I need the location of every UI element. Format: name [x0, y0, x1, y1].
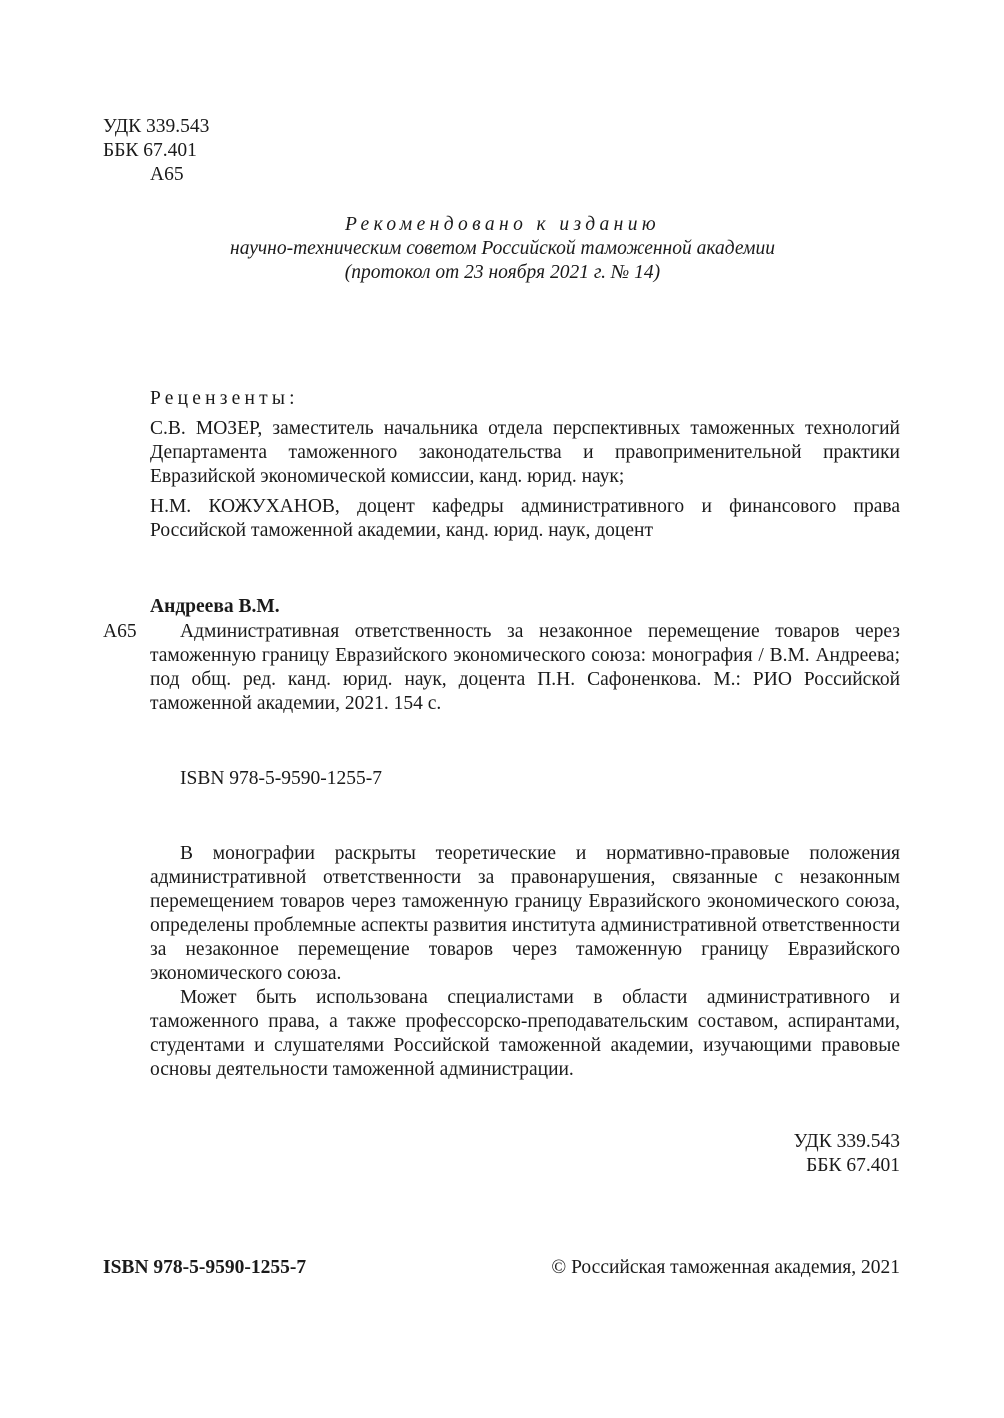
footer-isbn: ISBN 978-5-9590-1255-7	[103, 1257, 307, 1278]
reviewers-block	[150, 387, 900, 543]
recommendation-block	[150, 213, 855, 285]
udk-code: УДК 339.543	[103, 116, 210, 137]
footer-copyright: © Российская таможенная академия, 2021	[551, 1257, 900, 1278]
bbk-code-bottom: ББК 67.401	[806, 1155, 900, 1176]
reviewers-heading: Рецензенты:	[150, 388, 299, 409]
abstract-paragraph: Может быть использована специалистами в области административного и таможенного права, а также профессорско-преподавательским составом, аспирантами, студентами и слушателями Российской таможенной академии, изучающими правовые основы деятельности таможенной администрации.	[150, 987, 900, 1080]
bibliographic-code: А65	[103, 621, 137, 642]
reviewer-item: С.В. МОЗЕР, заместитель начальника отдела перспективных таможенных технологий Департамента таможенного законодательства и правоприменительной практики Евразийской экономической комиссии, канд. юрид. наук;	[150, 418, 900, 487]
bibliographic-description: Административная ответственность за незаконное перемещение товаров через таможенную границу Евразийского экономического союза: монография / В.М. Андреева; под общ. ред. канд. юрид. наук, доцента П.Н. Сафоненкова. М.: РИО Российской таможенной академии, 2021. 154 с.	[150, 621, 900, 714]
bbk-code: ББК 67.401	[103, 140, 197, 161]
author-mark: А65	[150, 164, 184, 185]
isbn-entry: ISBN 978-5-9590-1255-7	[180, 768, 383, 789]
classification-block	[103, 115, 209, 187]
abstract-block	[150, 842, 900, 1082]
udk-code-bottom: УДК 339.543	[793, 1131, 900, 1152]
abstract-paragraph: В монографии раскрыты теоретические и нормативно-правовые положения административной ответственности за правонарушения, связанные с незаконным перемещением товаров через таможенную границу Евразийского экономического союза, определены проблемные аспекты развития института административной ответственности за незаконное перемещение товаров через таможенную границу Евразийского экономического союза.	[150, 843, 900, 984]
reviewer-item: Н.М. КОЖУХАНОВ, доцент кафедры административного и финансового права Российской таможенной академии, канд. юрид. наук, доцент	[150, 496, 900, 541]
recommendation-protocol: (протокол от 23 ноября 2021 г. № 14)	[344, 262, 661, 283]
classification-bottom	[794, 1130, 900, 1178]
recommendation-council: научно-техническим советом Российской таможенной академии	[230, 238, 775, 259]
recommendation-heading: Рекомендовано к изданию	[344, 214, 661, 235]
author-name: Андреева В.М.	[150, 596, 280, 617]
